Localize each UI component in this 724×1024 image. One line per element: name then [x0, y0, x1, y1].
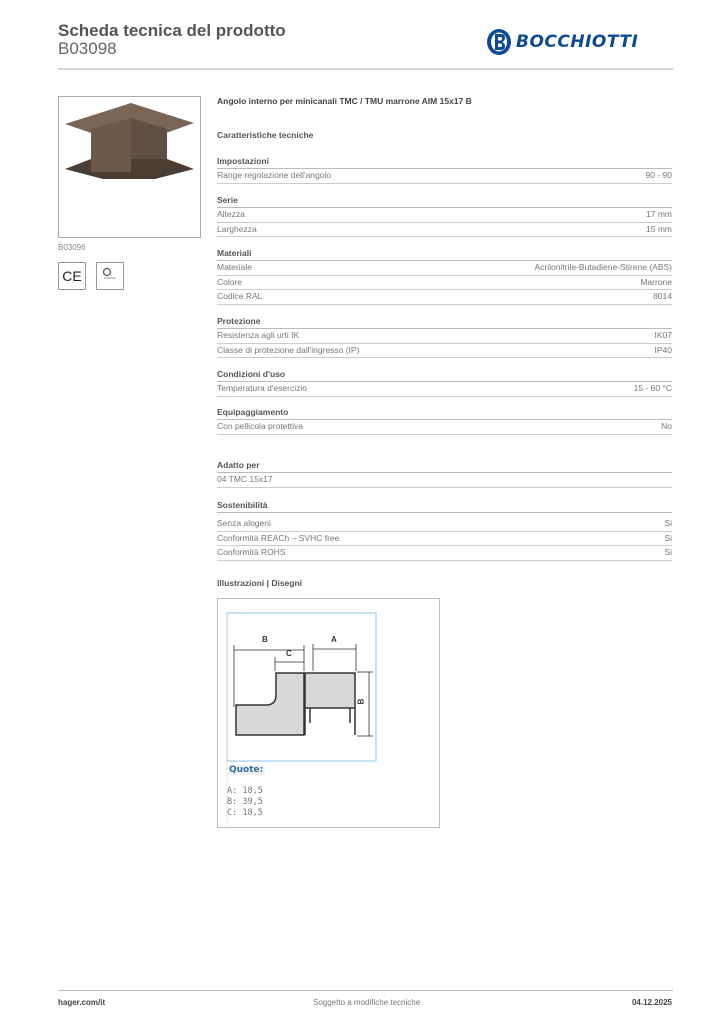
- product-image: [58, 96, 201, 238]
- spec-section: [217, 194, 672, 237]
- spec-row: [217, 329, 672, 344]
- dim-label-b: B: [262, 635, 268, 644]
- spec-section: [217, 368, 672, 397]
- spec-value: 90 - 90: [645, 170, 672, 180]
- spec-label: Larghezza: [217, 223, 257, 234]
- spec-row: [217, 420, 672, 435]
- characteristics-title: Caratteristiche tecniche: [217, 130, 314, 140]
- section-title: Equipaggiamento: [217, 406, 672, 420]
- footer-note: Soggetto a modifiche tecniche: [313, 998, 421, 1007]
- section-title: Materiali: [217, 247, 672, 261]
- product-title: Angolo interno per minicanali TMC / TMU marrone AIM 15x17 B: [217, 96, 472, 106]
- spec-label: Colore: [217, 276, 243, 287]
- illustrations-title: Illustrazioni | Disegni: [217, 578, 303, 588]
- spec-value: IP40: [654, 344, 672, 355]
- spec-label: 04 TMC 15x17: [217, 474, 273, 484]
- spec-label: Codice RAL: [217, 291, 263, 301]
- image-code: B03096: [58, 243, 86, 252]
- quotes-title: Quote:: [229, 765, 264, 775]
- spec-value: Si: [664, 518, 672, 528]
- spec-row: [217, 382, 672, 397]
- brand-logo-icon: [486, 28, 512, 56]
- spec-label: Con pellicola protettiva: [217, 421, 303, 431]
- dim-label-a: A: [331, 635, 337, 644]
- spec-value: Acrilonitrile-Butadiene-Stirene (ABS): [534, 262, 672, 272]
- spec-label: Temperatura d'esercizio: [217, 383, 307, 393]
- spec-section: [217, 315, 672, 358]
- spec-row: [217, 169, 672, 184]
- section-title: Protezione: [217, 315, 672, 329]
- quote-b: B: 39,5: [227, 797, 263, 807]
- product-code: B03098: [58, 39, 117, 58]
- page-title: Scheda tecnica del prodotto: [58, 21, 286, 40]
- spec-value: No: [661, 421, 672, 431]
- header-divider: [58, 68, 673, 70]
- spec-value: Marrone: [640, 276, 672, 287]
- quote-a: A: 18,5: [227, 786, 263, 796]
- section-title: Serie: [217, 194, 672, 208]
- spec-row: [217, 517, 672, 532]
- section-title: Adatto per: [217, 459, 672, 473]
- spec-row: [217, 473, 672, 488]
- spec-label: Classe di protezione dall'ingresso (IP): [217, 344, 360, 355]
- spec-row: [217, 290, 672, 305]
- spec-section: [217, 155, 672, 184]
- certification-icon: [96, 262, 124, 290]
- spec-value: Si: [664, 532, 672, 543]
- section-title: Sostenibilità: [217, 499, 672, 513]
- brand-logo: [486, 28, 638, 56]
- spec-label: Resistenza agli urti IK: [217, 330, 300, 340]
- section-title: Condizioni d'uso: [217, 368, 672, 382]
- footer-date: 04.12.2025: [631, 998, 672, 1007]
- spec-label: Conformità REACh – SVHC free: [217, 532, 340, 543]
- dimension-drawing: [217, 598, 440, 828]
- spec-row: [217, 276, 672, 291]
- spec-row: [217, 546, 672, 561]
- spec-row: [217, 344, 672, 359]
- spec-section: [217, 499, 672, 561]
- spec-label: Altezza: [217, 209, 245, 219]
- spec-section: [217, 406, 672, 435]
- spec-value: 15 - 60 °C: [633, 383, 672, 393]
- spec-value: Si: [664, 547, 672, 557]
- ce-mark-icon: [58, 262, 86, 290]
- dim-label-c: C: [286, 649, 292, 658]
- spec-label: Conformità ROHS: [217, 547, 286, 557]
- spec-value: IK07: [654, 330, 672, 340]
- spec-label: Range regolazione dell'angolo: [217, 170, 332, 180]
- dim-label-b-vertical: B: [356, 698, 366, 705]
- spec-value: 8014: [653, 291, 672, 301]
- spec-label: Materiale: [217, 262, 252, 272]
- brand-name: BOCCHIOTTI: [516, 32, 639, 52]
- spec-value: 15 mm: [646, 223, 672, 234]
- spec-section: [217, 247, 672, 305]
- spec-label: Senza alogeni: [217, 518, 271, 528]
- footer-website: hager.com/it: [58, 998, 106, 1007]
- spec-row: [217, 208, 672, 223]
- spec-section: [217, 459, 672, 488]
- spec-row: [217, 261, 672, 276]
- ce-mark-label: CE: [62, 268, 82, 284]
- quote-c: C: 18,5: [227, 808, 263, 818]
- spec-value: 17 mm: [646, 209, 672, 219]
- section-title: Impostazioni: [217, 155, 672, 169]
- spec-row: [217, 532, 672, 547]
- spec-row: [217, 223, 672, 238]
- footer-divider: [58, 990, 673, 991]
